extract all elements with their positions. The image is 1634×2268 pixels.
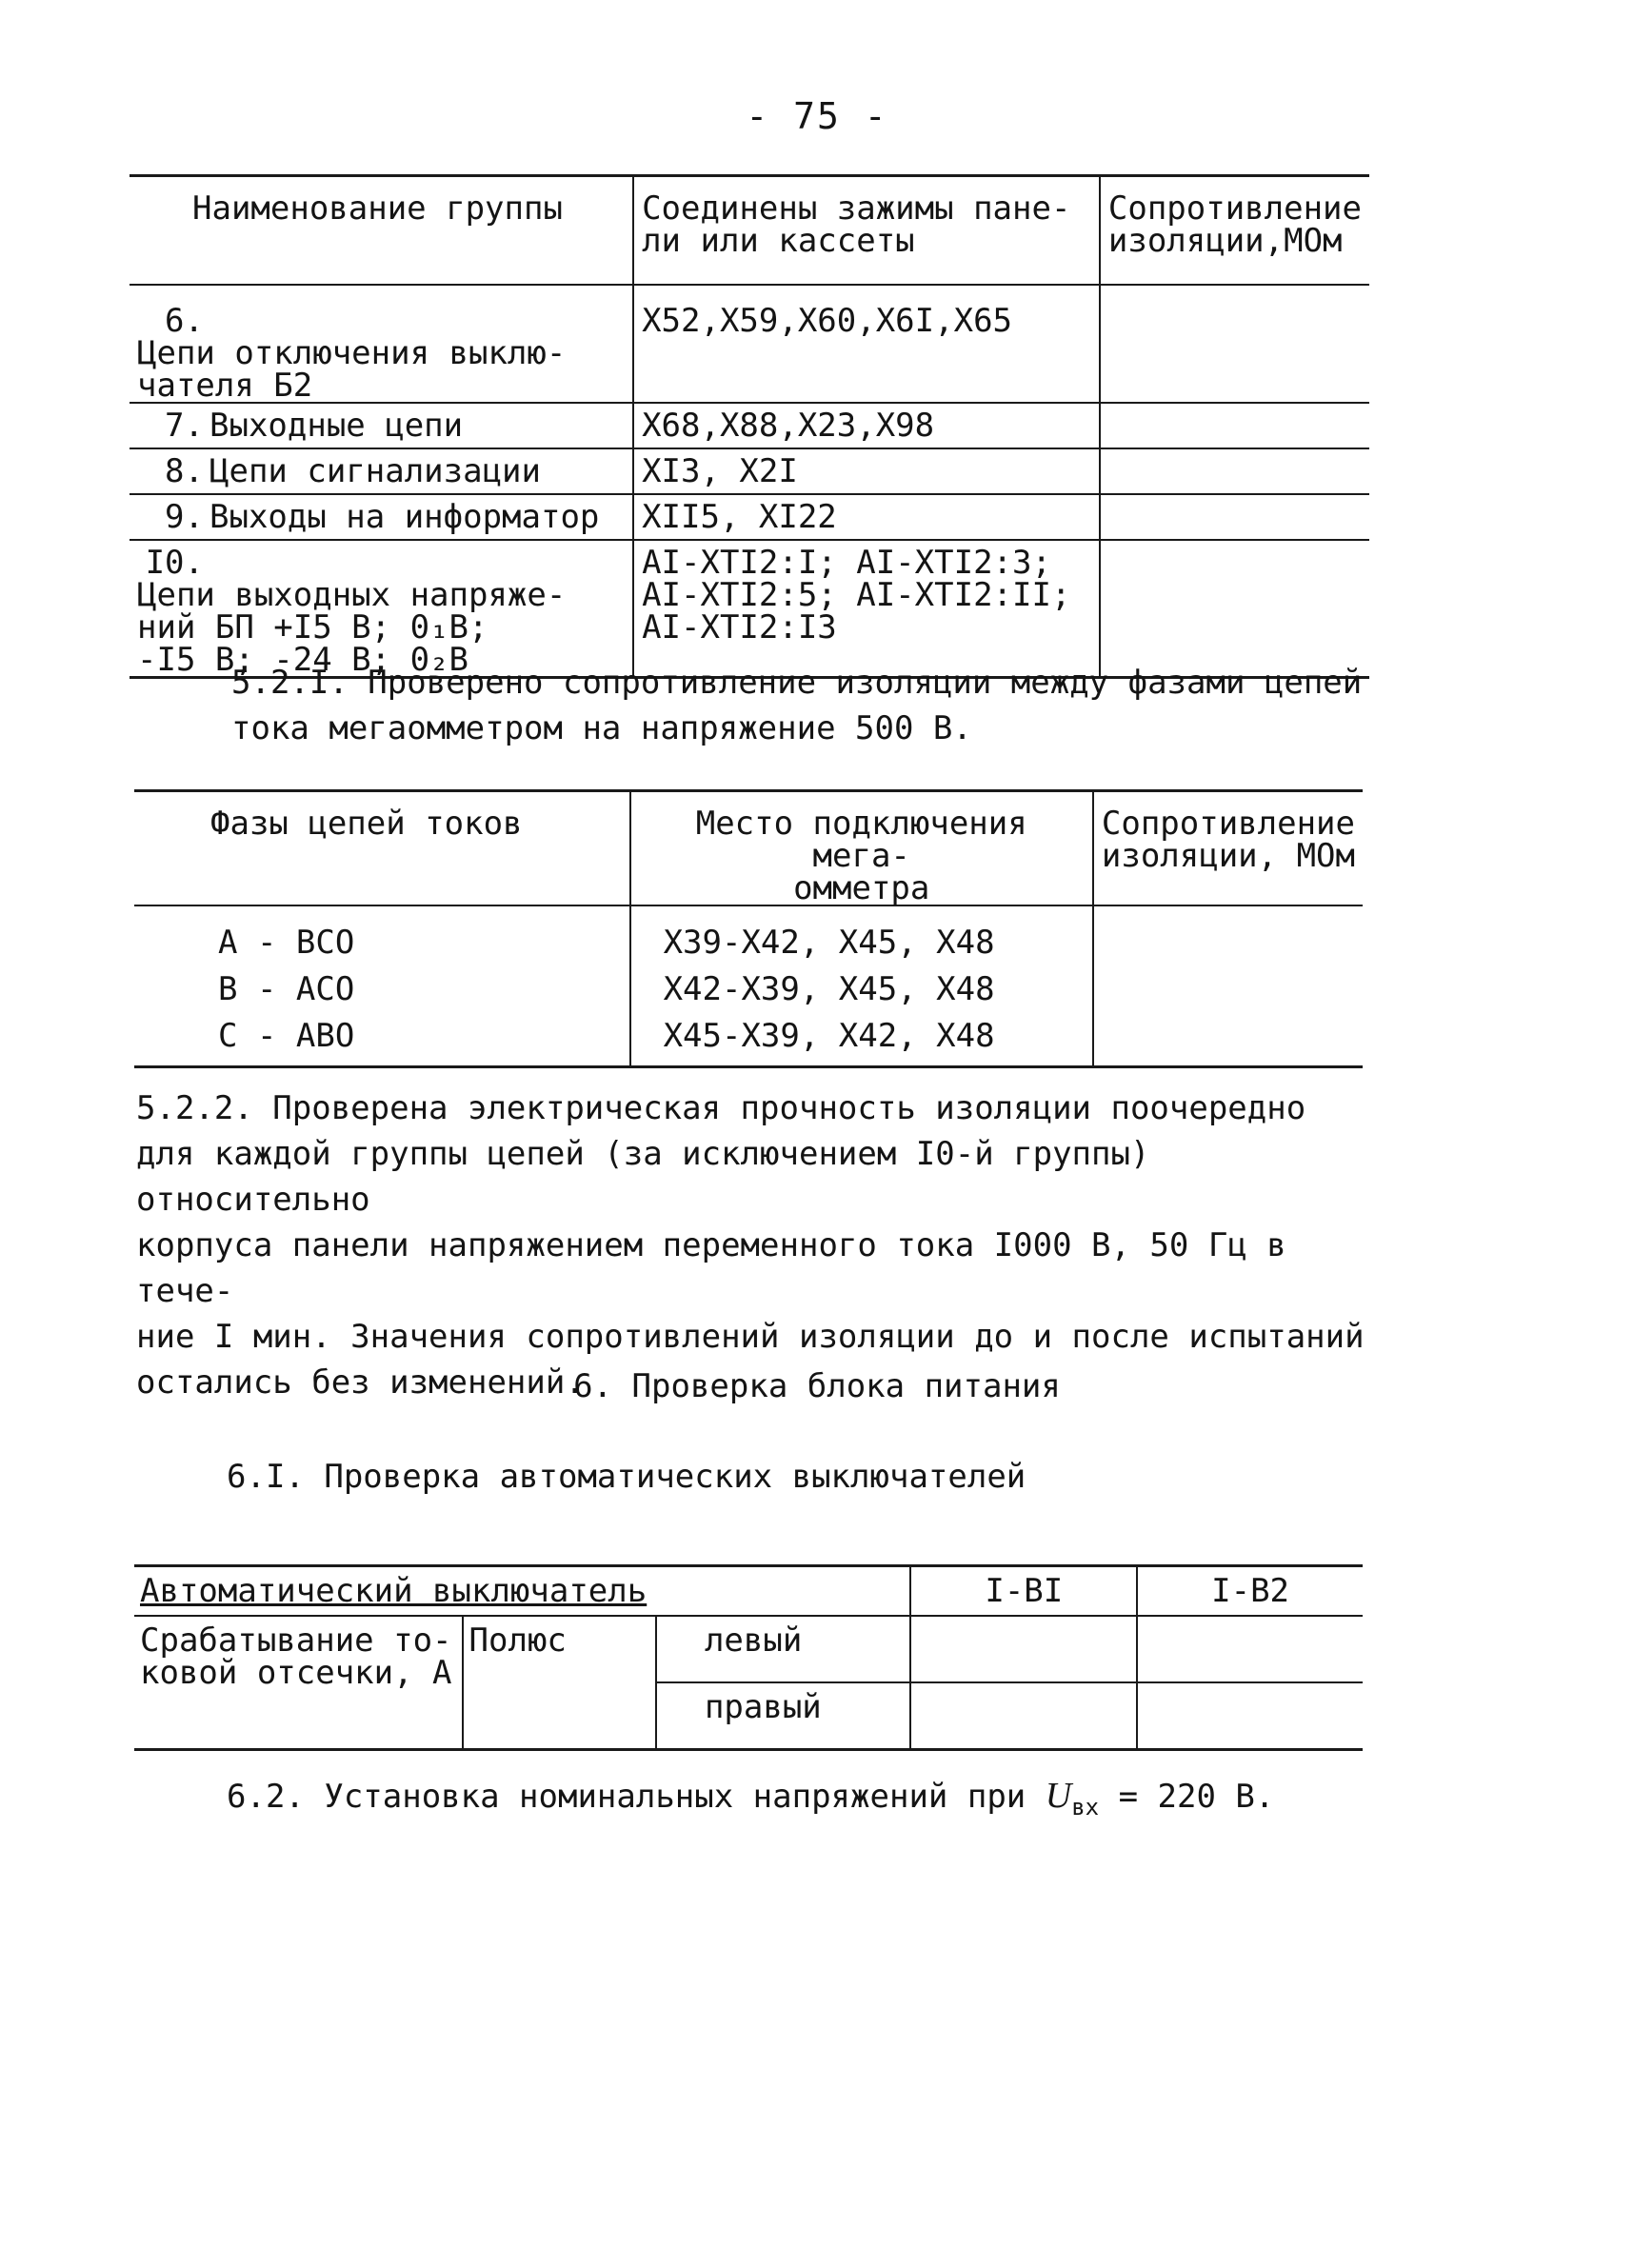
voltage-symbol: U bbox=[1045, 1776, 1072, 1816]
connection-point: X39-X42, X45, X48 bbox=[663, 924, 995, 962]
breaker-col-b1: I-BI bbox=[910, 1566, 1137, 1617]
group-terminals: XI3, X2I bbox=[633, 448, 1100, 494]
table-header-row bbox=[130, 176, 1369, 286]
pole-left-label: левый bbox=[656, 1616, 910, 1682]
group-resistance bbox=[1100, 403, 1369, 448]
group-name: Цепи выходных напряже- ний БП +I5 В; 0₁В; -I5 В; -24 В; 0₂В bbox=[137, 576, 567, 679]
group-number: 7. bbox=[165, 407, 204, 445]
trip-current-label: Срабатывание то- ковой отсечки, А bbox=[134, 1616, 463, 1750]
insulation-groups-table bbox=[130, 174, 1369, 679]
group-resistance bbox=[1100, 285, 1369, 403]
pole-right-label: правый bbox=[656, 1682, 910, 1750]
group-resistance bbox=[1100, 540, 1369, 678]
b2-right-value bbox=[1137, 1682, 1363, 1750]
header-insulation-resistance: Сопротивление изоляции, МОм bbox=[1093, 791, 1363, 906]
paragraph-5-2-2-text: 5.2.2. Проверена электрическая прочность изоляции поочередно для каждой группы цепей (за исключением I0-й группы) относительно корпуса панели напряжением переменного тока I000 В, 50 Гц в тече- ние I мин. Значения сопротивлений изоляции до и после испытаний остались без изменений. bbox=[136, 1089, 1365, 1402]
paragraph-6-2 bbox=[136, 1773, 1465, 1830]
group-terminals: XII5, XI22 bbox=[633, 494, 1100, 540]
breaker-header-label: Автоматический выключатель bbox=[134, 1566, 910, 1617]
table-row bbox=[130, 285, 1369, 403]
header-insulation-resistance: Сопротивление изоляции,МОм bbox=[1100, 176, 1369, 286]
group-name: Цепи сигнализации bbox=[209, 452, 541, 490]
group-terminals: X52,X59,X60,X6I,X65 bbox=[633, 285, 1100, 403]
group-name: Цепи отключения выклю- чателя Б2 bbox=[137, 334, 567, 405]
group-name: Выходы на информатор bbox=[209, 498, 600, 536]
table-row bbox=[130, 494, 1369, 540]
header-megohmmeter-connection: Место подключения мега- омметра bbox=[630, 791, 1093, 906]
group-name: Выходные цепи bbox=[209, 407, 464, 445]
page-number: - 75 - bbox=[746, 95, 888, 137]
group-number: I0. bbox=[145, 544, 204, 582]
header-connected-terminals: Соединены зажимы пане- ли или кассеты bbox=[633, 176, 1100, 286]
phase-label: С - АВО bbox=[218, 1017, 355, 1055]
table-row bbox=[130, 403, 1369, 448]
b1-right-value bbox=[910, 1682, 1137, 1750]
table-row bbox=[134, 1616, 1363, 1682]
table-row bbox=[130, 448, 1369, 494]
group-number: 8. bbox=[165, 452, 204, 490]
table-row bbox=[130, 540, 1369, 678]
breaker-col-b2: I-B2 bbox=[1137, 1566, 1363, 1617]
phase-label: В - АСО bbox=[218, 970, 355, 1008]
table-header-row bbox=[134, 1566, 1363, 1617]
section-6-heading: 6. Проверка блока питания bbox=[573, 1367, 1061, 1405]
table-header-row bbox=[134, 791, 1363, 906]
phase-label: А - ВСО bbox=[218, 924, 355, 962]
voltage-subscript: вх bbox=[1071, 1793, 1100, 1820]
group-number: 9. bbox=[165, 498, 204, 536]
b1-left-value bbox=[910, 1616, 1137, 1682]
paragraph-5-2-2 bbox=[136, 1085, 1374, 1405]
paragraph-5-2-1: 5.2.I. Проверено сопротивление изоляции между фазами цепей тока мегаомметром на напряжение 500 В. bbox=[231, 664, 1363, 747]
header-group-name: Наименование группы bbox=[130, 176, 633, 286]
connection-point: X42-X39, X45, X48 bbox=[663, 970, 995, 1008]
group-number: 6. bbox=[165, 302, 204, 340]
connection-point: X45-X39, X42, X48 bbox=[663, 1017, 995, 1055]
group-resistance bbox=[1100, 448, 1369, 494]
phase-insulation-table bbox=[134, 789, 1363, 1068]
table-row bbox=[134, 905, 1363, 1067]
group-terminals: X68,X88,X23,X98 bbox=[633, 403, 1100, 448]
group-resistance bbox=[1100, 494, 1369, 540]
paragraph-6-2-prefix: 6.2. Установка номинальных напряжений при bbox=[227, 1778, 1046, 1816]
phase-resistance bbox=[1093, 905, 1363, 1067]
header-current-phases: Фазы цепей токов bbox=[134, 791, 630, 906]
pole-label: Полюс bbox=[463, 1616, 656, 1750]
group-terminals: AI-XTI2:I; AI-XTI2:3; AI-XTI2:5; AI-XTI2:II; AI-XTI2:I3 bbox=[633, 540, 1100, 678]
paragraph-6-2-suffix: = 220 В. bbox=[1099, 1778, 1275, 1816]
b2-left-value bbox=[1137, 1616, 1363, 1682]
breakers-table bbox=[134, 1564, 1363, 1751]
paragraph-6-1: 6.I. Проверка автоматических выключателей bbox=[227, 1458, 1026, 1496]
